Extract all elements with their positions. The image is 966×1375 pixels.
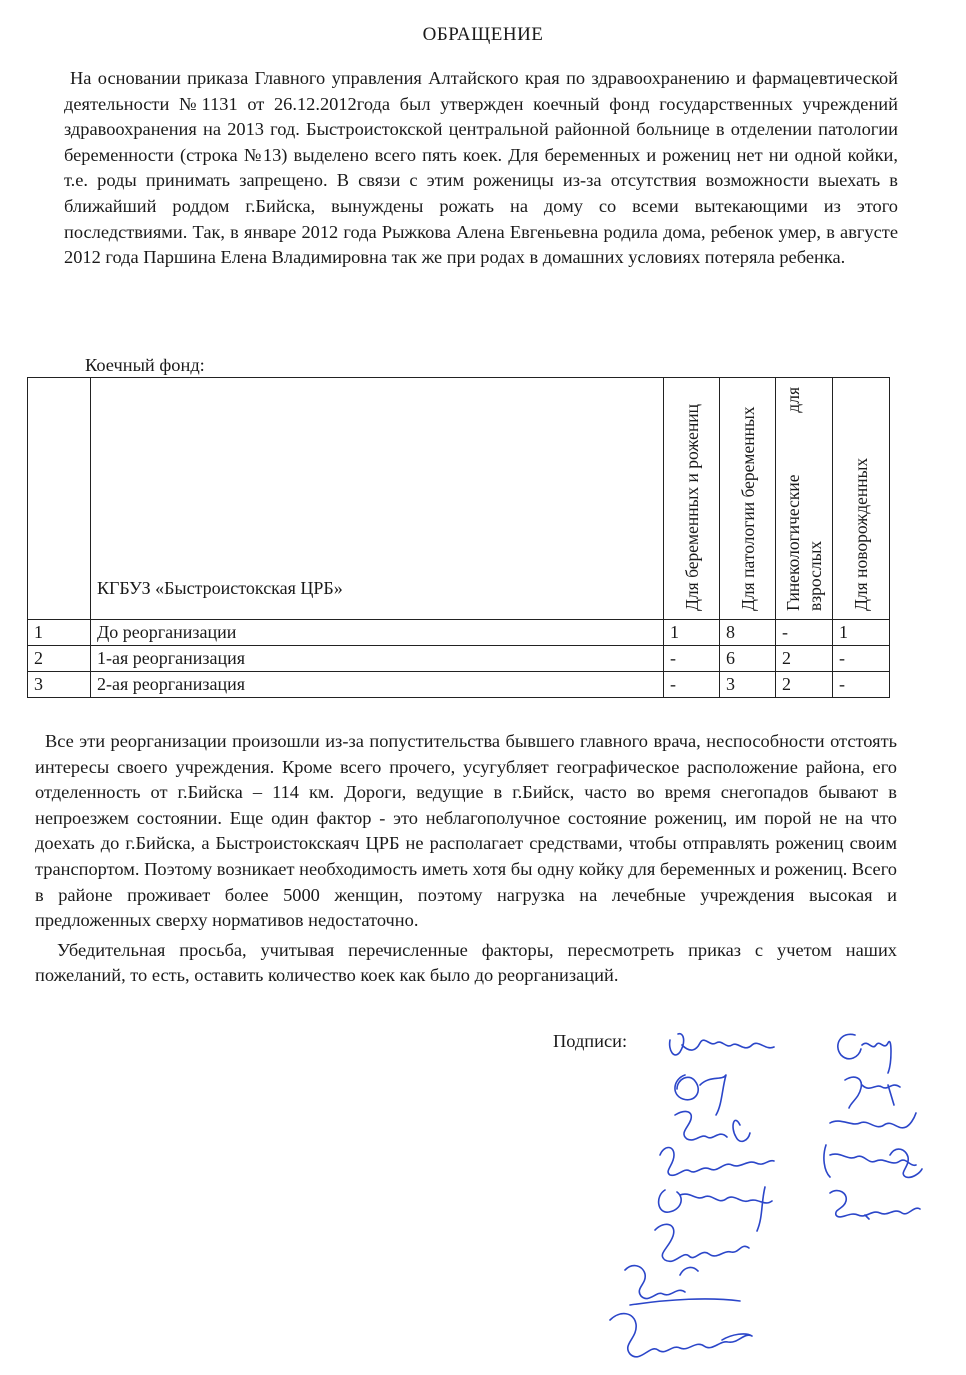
row-value-pregnant: 1 xyxy=(664,620,720,646)
header-col-newborn-label: Для новорожденных xyxy=(851,457,871,611)
table-header-row xyxy=(28,378,890,620)
header-col-pathology-label: Для патологии беременных xyxy=(737,405,758,611)
signatures-label: Подписи: xyxy=(553,1031,628,1051)
row-number: 2 xyxy=(28,646,91,672)
table-row xyxy=(28,646,890,672)
paragraph-intro-text: На основании приказа Главного управления Алтайского края по здравоохранению и фармацевтической деятельности №1131 от 26.12.2012года был утвержден коечный фонд государственных учреждений здравоохранения на 2013 год. Быстроистокской центральной районной больнице в отделении патологии беременности (строка №13) выделено всего пять коек. Для беременных и рожениц нет ни одной койки, т.е. роды принимать запрещено. В связи с этим роженицы из-за отсутствия возможности выехать в ближайший роддом г.Бийска, вынуждены рожать на дому со всеми вытекающими из этого последствиями. Так, в январе 2012 года Рыжкова Алена Евгеньевна родила дома, ребенок умер, в августе 2012 года Паршина Елена Владимировна так же при родах в домашних условиях потеряла ребенка. xyxy=(64,68,898,268)
paragraph-reasons: Все эти реорганизации произошли из-за попустительства бывшего главного врача, неспособности отстоять интересы своего учреждения. Кроме всего прочего, усугубляет географическое расположение района, его отделенность от г.Бийска – 114 км. Дороги, ведущие в г.Бийск, часто во время снегопадов бывают в непроезжем состоянии. Еще один фактор - это неблагополучное состояние рожениц, им порой не на что доехать до г.Бийска, а Быстроистокскаяч ЦРБ не располагает средствами, чтобы отправлять рожениц своим транспортом. Поэтому возникает необходимость иметь хотя бы одну койку для беременных и рожениц. Всего в районе проживает более 5000 женщин, поэтому нагрузка на лечебные учреждения высокая и предложенных сверху нормативов недостаточно. xyxy=(35,731,897,931)
signature-7 xyxy=(660,1148,774,1176)
row-value-pathology: 8 xyxy=(720,620,776,646)
document-title: ОБРАЩЕНИЕ xyxy=(422,24,544,45)
table-row xyxy=(28,672,890,698)
row-number: 3 xyxy=(28,672,91,698)
signature-9 xyxy=(659,1187,772,1231)
row-name: 2-ая реорганизация xyxy=(91,672,664,698)
table-row xyxy=(28,620,890,646)
row-value-newborn: - xyxy=(833,672,890,698)
signature-8 xyxy=(824,1145,922,1177)
signature-13 xyxy=(610,1299,752,1357)
signature-12 xyxy=(625,1266,698,1299)
header-number-cell xyxy=(28,378,91,620)
row-value-gynecology: - xyxy=(776,620,833,646)
signature-4 xyxy=(845,1077,900,1108)
header-institution-cell: КГБУЗ «Быстроистокская ЦРБ» xyxy=(91,378,664,620)
signature-11 xyxy=(655,1224,749,1261)
handwritten-signatures xyxy=(590,1005,960,1375)
paragraph-request: Убедительная просьба, учитывая перечисленные факторы, пересмотреть приказ с учетом наших пожеланий, то есть, оставить количество коек как было до реорганизаций. xyxy=(35,939,897,986)
header-col-pathology xyxy=(720,378,776,620)
row-value-gynecology: 2 xyxy=(776,672,833,698)
row-value-pregnant: - xyxy=(664,672,720,698)
signature-3 xyxy=(675,1075,726,1115)
row-value-gynecology: 2 xyxy=(776,646,833,672)
row-value-pregnant: - xyxy=(664,646,720,672)
header-col-pregnant xyxy=(664,378,720,620)
paragraph-intro xyxy=(64,66,898,271)
bed-fund-label: Коечный фонд: xyxy=(85,355,205,375)
row-value-pathology: 6 xyxy=(720,646,776,672)
header-col-pregnant-label: Для беременных и рожениц xyxy=(681,403,702,611)
paragraph-body xyxy=(35,729,897,993)
header-col-gynecology-label: Гинекологические для взрослых xyxy=(783,386,825,611)
row-value-newborn: 1 xyxy=(833,620,890,646)
signature-6 xyxy=(830,1113,916,1128)
row-number: 1 xyxy=(28,620,91,646)
row-value-pathology: 3 xyxy=(720,672,776,698)
row-value-newborn: - xyxy=(833,646,890,672)
signature-1 xyxy=(670,1034,774,1055)
header-col-newborn xyxy=(833,378,890,620)
signature-2 xyxy=(838,1034,891,1073)
signature-10 xyxy=(830,1191,920,1219)
header-col-gynecology xyxy=(776,378,833,620)
row-name: 1-ая реорганизация xyxy=(91,646,664,672)
row-name: До реорганизации xyxy=(91,620,664,646)
bed-fund-table xyxy=(27,377,890,698)
signature-5 xyxy=(675,1112,750,1142)
